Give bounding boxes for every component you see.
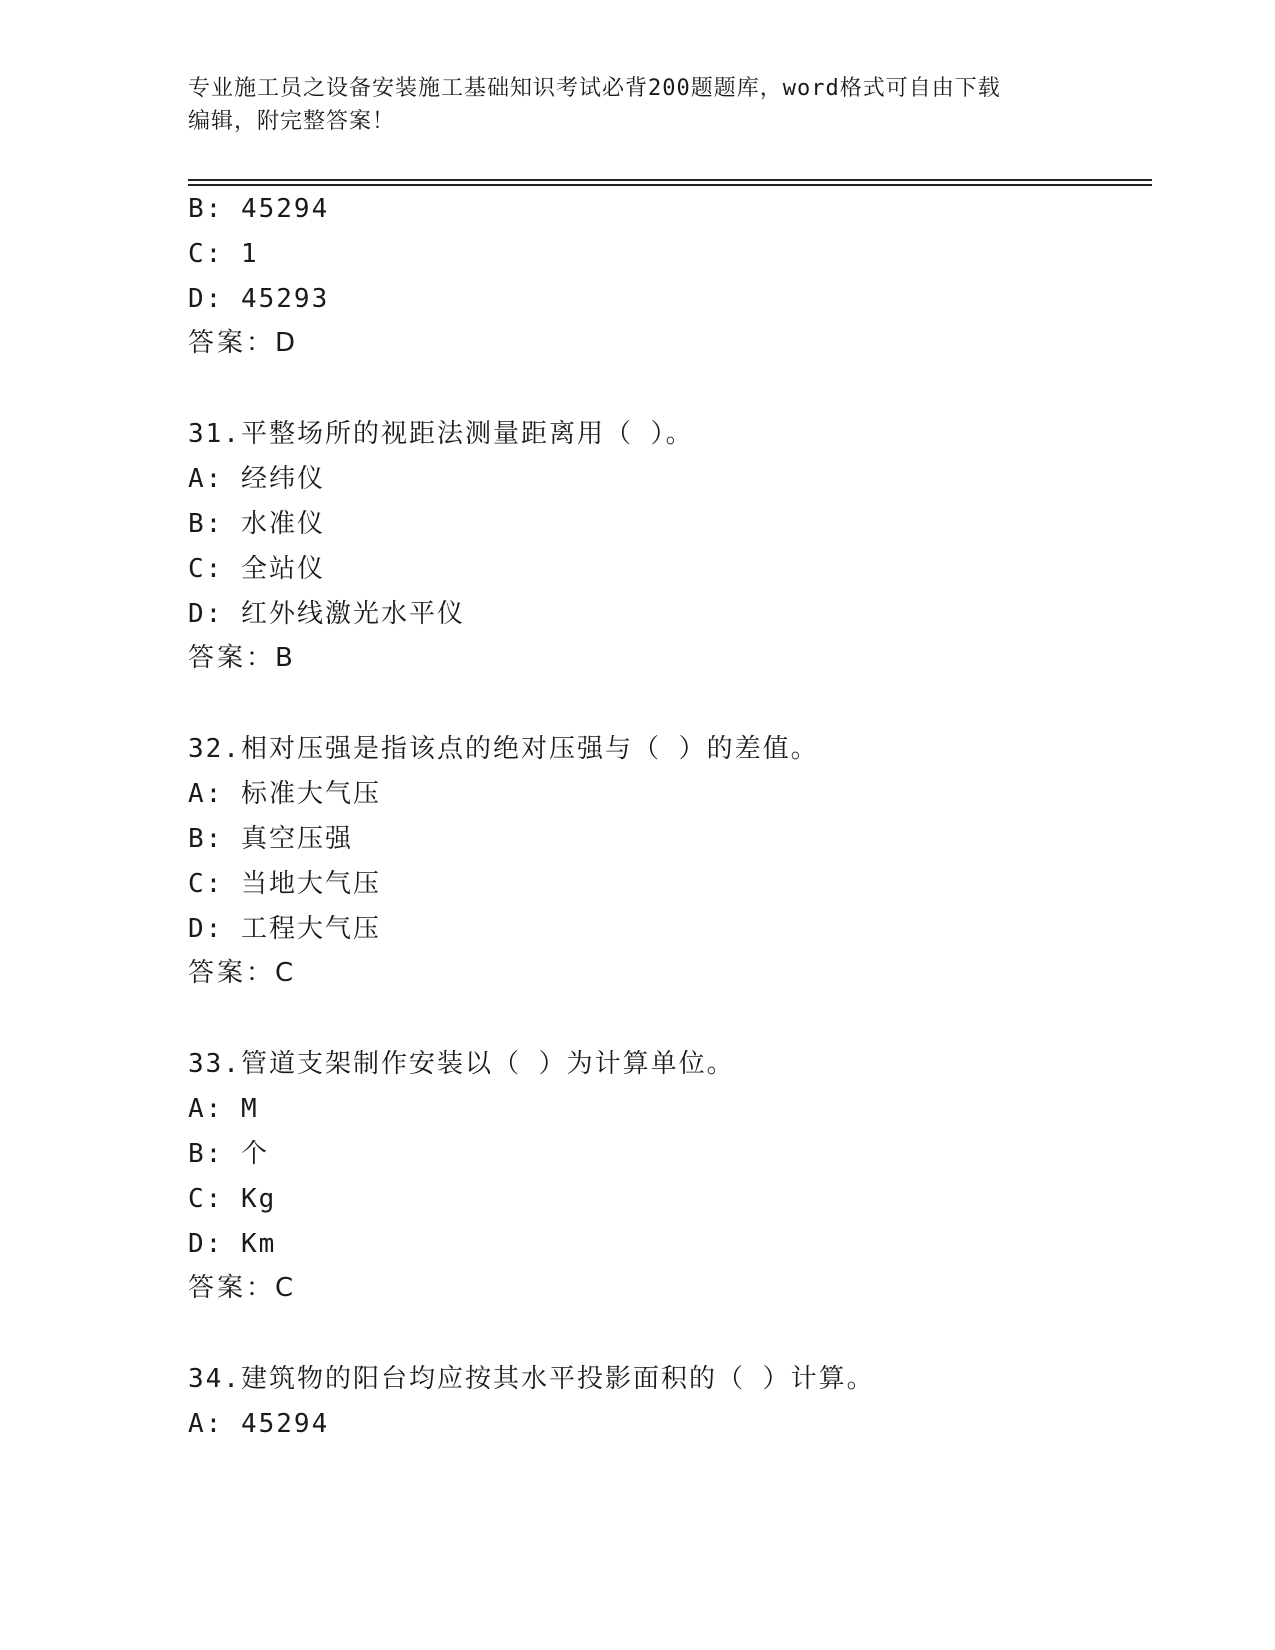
answer-line: 答案：B: [188, 643, 296, 673]
answer-line: 答案：C: [188, 1273, 297, 1303]
header-divider-top: [188, 179, 1152, 181]
option-c: C: 1: [188, 239, 259, 269]
question-title: 34.建筑物的阳台均应按其水平投影面积的（ ）计算。: [188, 1364, 875, 1394]
document-header: [188, 72, 1078, 138]
option-a: A: 45294: [188, 1409, 330, 1439]
option-d: D: 工程大气压: [188, 914, 381, 944]
answer-line: 答案：C: [188, 958, 297, 988]
header-line-1: 专业施工员之设备安装施工基础知识考试必背200题题库，word格式可自由下载: [188, 76, 1001, 101]
option-b: B: 水准仪: [188, 509, 325, 539]
option-b: B: 真空压强: [188, 824, 353, 854]
header-line-2: 编辑，附完整答案！: [188, 109, 396, 134]
option-d: D: 45293: [188, 284, 330, 314]
option-d: D: 红外线激光水平仪: [188, 599, 465, 629]
option-a: A: M: [188, 1094, 259, 1124]
question-title: 31.平整场所的视距法测量距离用（ ）。: [188, 419, 694, 449]
option-a: A: 标准大气压: [188, 779, 381, 809]
option-b: B: 个: [188, 1139, 269, 1169]
header-divider-bottom: [188, 184, 1152, 186]
option-c: C: 当地大气压: [188, 869, 381, 899]
answer-line: 答案：D: [188, 328, 299, 358]
question-title: 32.相对压强是指该点的绝对压强与（ ）的差值。: [188, 734, 819, 764]
option-d: D: Km: [188, 1229, 277, 1259]
option-c: C: Kg: [188, 1184, 277, 1214]
option-a: A: 经纬仪: [188, 464, 325, 494]
question-title: 33.管道支架制作安装以（ ）为计算单位。: [188, 1049, 735, 1079]
option-c: C: 全站仪: [188, 554, 325, 584]
option-b: B: 45294: [188, 194, 330, 224]
